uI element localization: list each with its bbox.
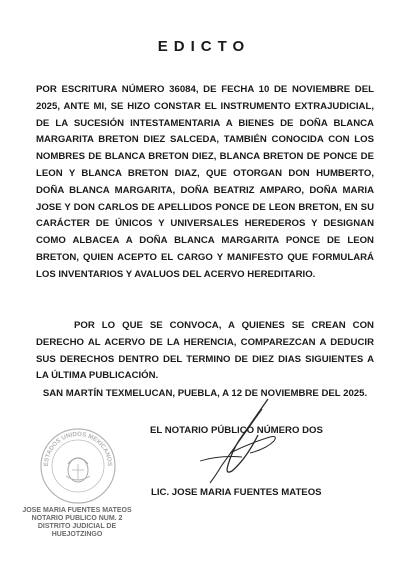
seal-notary-name: JOSE MARIA FUENTES MATEOS: [22, 507, 132, 514]
body-paragraph-2: POR LO QUE SE CONVOCA, A QUIENES SE CREAN CON DERECHO AL ACERVO DE LA HERENCIA, COMPAREZCAN A DEDUCIR SUS DERECHOS DENTRO DEL TERMINO DE DIEZ DIAS SIGUIENTES A LA ÚLTIMA PUBLICACIÓN.: [36, 320, 374, 382]
notary-name: LIC. JOSE MARIA FUENTES MATEOS: [151, 487, 322, 498]
document-title: EDICTO: [157, 38, 251, 55]
seal-district: DISTRITO JUDICIAL DE HUEJOTZINGO: [37, 523, 117, 538]
place-date-line: SAN MARTÍN TEXMELUCAN, PUEBLA, A 12 DE NOVIEMBRE DEL 2025.: [42, 388, 368, 399]
notary-title: EL NOTARIO PÚBLICO NÚMERO DOS: [150, 425, 323, 436]
seal-ring-text: ESTADOS UNIDOS MEXICANOS: [42, 430, 114, 467]
handwritten-signature-icon: [170, 395, 290, 490]
notary-seal-icon: [38, 426, 118, 506]
body-paragraph-1: POR ESCRITURA NÚMERO 36084, DE FECHA 10 DE NOVIEMBRE DEL 2025, ANTE MI, SE HIZO CONSTAR EL INSTRUMENTO EXTRAJUDICIAL, DE LA SUCESIÓN INTESTAMENTARIA A BIENES DE DOÑA BLANCA MARGARITA BRETON DIEZ SALCEDA, TAMBIÉN CONOCIDA CON LOS NOMBRES DE BLANCA BRETON DIEZ, BLANCA BRETON DE PONCE DE LEON Y BLANCA BRETON DIAZ, QUE OTORGAN DON HUMBERTO, DOÑA BLANCA MARGARITA, DOÑA BEATRIZ AMPARO, DOÑA MARIA JOSE Y DON CARLOS DE APELLIDOS PONCE DE LEON BRETON, EN SU CARÁCTER DE ÚNICOS Y UNIVERSALES HEREDEROS Y DESIGNAN COMO ALBACEA A DOÑA BLANCA MARGARITA PONCE DE LEON BRETON, QUIEN ACEPTO EL CARGO Y MANIFESTO QUE FORMULARÁ LOS INVENTARIOS Y AVALUOS DEL ACERVO HEREDITARIO.: [36, 84, 374, 280]
seal-notary-number: NOTARIO PUBLICO NUM. 2: [31, 515, 123, 522]
